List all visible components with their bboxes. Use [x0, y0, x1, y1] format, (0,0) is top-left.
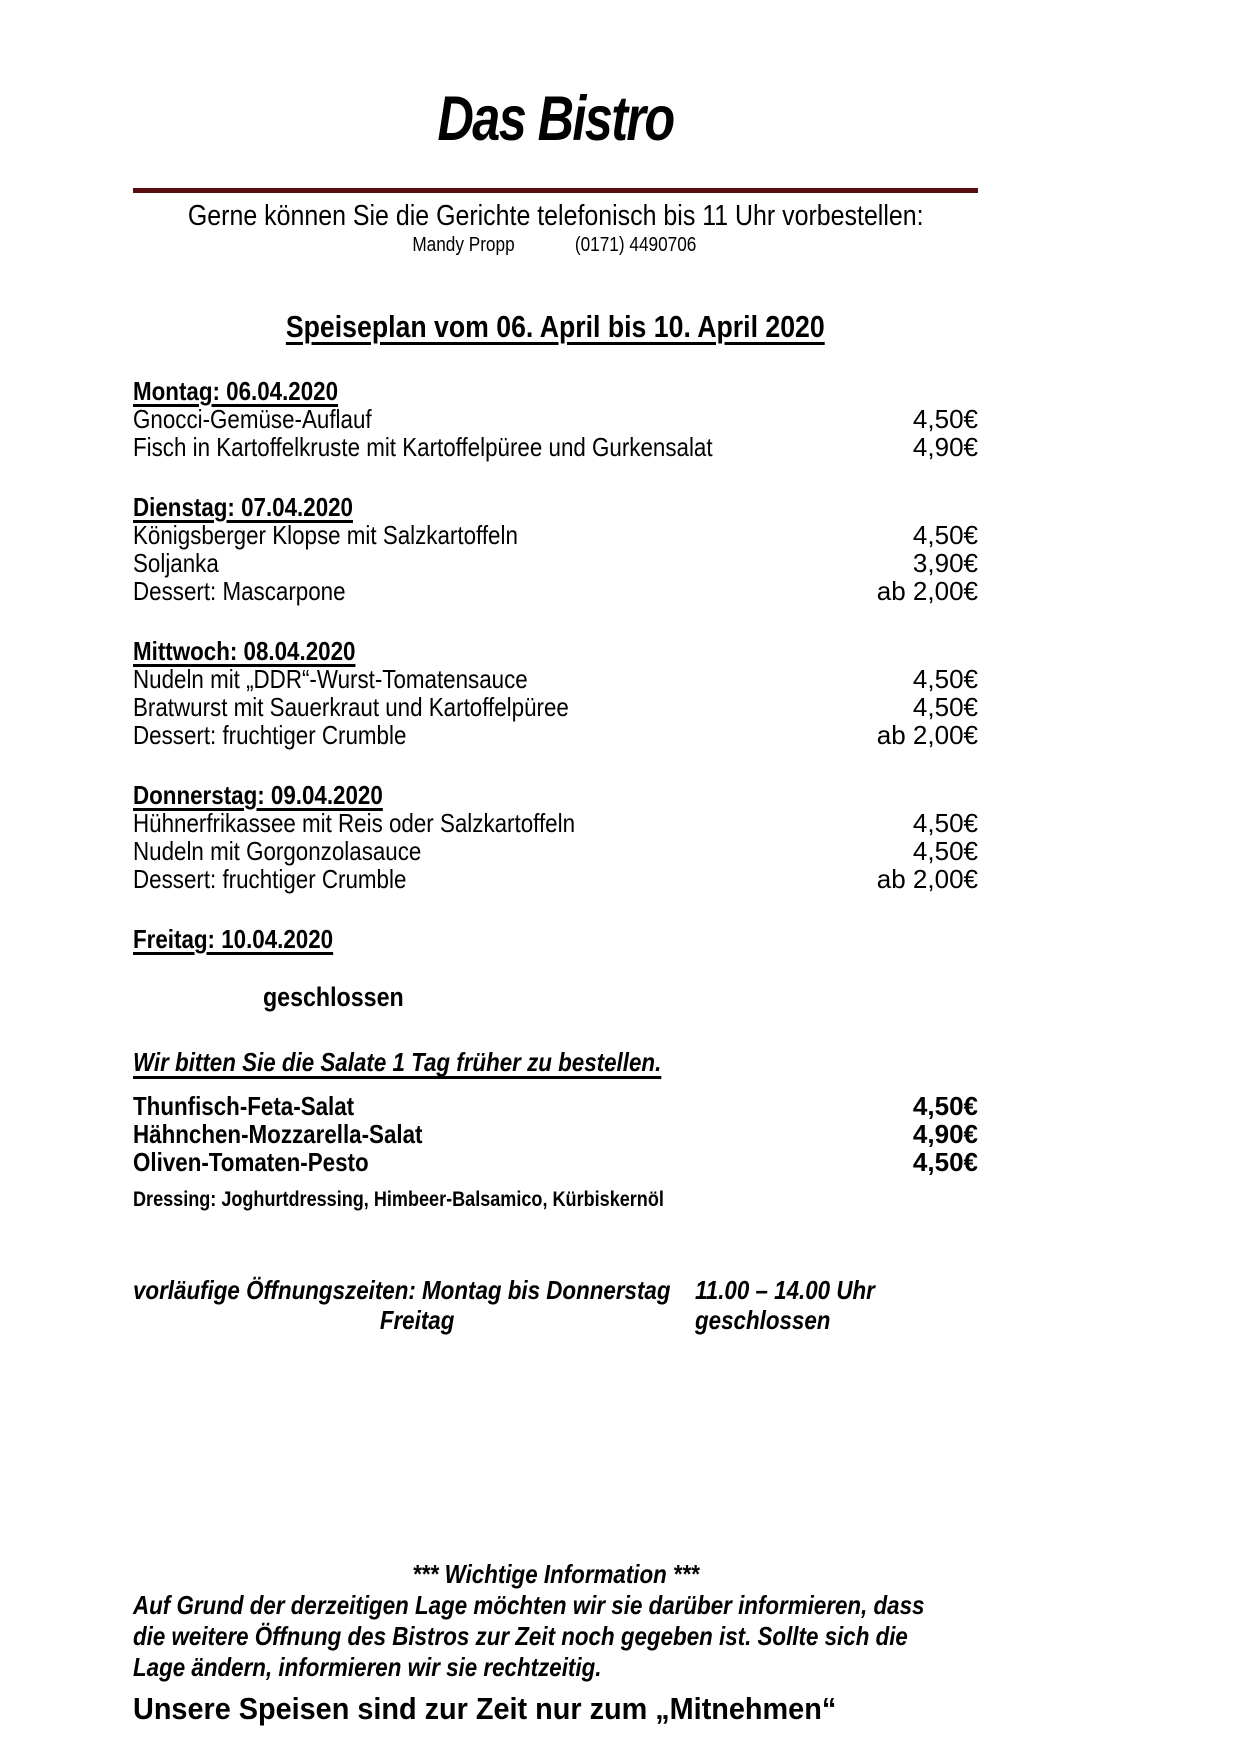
- important-body-line: [133, 1590, 978, 1621]
- salad-list: [133, 1092, 978, 1176]
- salad-name: Oliven-Tomaten-Pesto: [133, 1147, 369, 1177]
- opening-hours-time: [695, 1275, 904, 1305]
- item-name: Bratwurst mit Sauerkraut und Kartoffelpüree: [133, 692, 569, 722]
- item-price: 4,50€: [912, 664, 978, 694]
- day-header-label: Freitag: 10.04.2020: [133, 924, 334, 954]
- important-body-line-text: Auf Grund der derzeitigen Lage möchten wir sie darüber informieren, dass: [133, 1590, 925, 1620]
- item-name: Dessert: fruchtiger Crumble: [133, 864, 407, 894]
- contact-name: Mandy Propp: [412, 234, 516, 256]
- day-header: [133, 781, 978, 809]
- opening-hours-row: [133, 1305, 978, 1335]
- opening-hours: [133, 1275, 978, 1335]
- dressing-note: [133, 1188, 978, 1212]
- day-header-label: Donnerstag: 09.04.2020: [133, 780, 383, 810]
- opening-hours-days: Freitag: [379, 1305, 455, 1335]
- day-header-label: Montag: 06.04.2020: [133, 376, 339, 406]
- item-price: 4,90€: [912, 432, 978, 462]
- item-name: Nudeln mit „DDR“-Wurst-Tomatensauce: [133, 664, 528, 694]
- item-price: 4,50€: [912, 692, 978, 722]
- salad-price: 4,50€: [912, 1147, 978, 1177]
- menu-item-row: [133, 577, 978, 605]
- salad-row: [133, 1120, 978, 1148]
- day-header: [133, 377, 978, 405]
- item-price: 4,50€: [912, 520, 978, 550]
- dressing-note-text: Dressing: Joghurtdressing, Himbeer-Balsamico, Kürbiskernöl: [133, 1188, 664, 1211]
- item-name: Dessert: Mascarpone: [133, 576, 346, 606]
- opening-hours-label: vorläufige Öffnungszeiten:: [133, 1275, 416, 1305]
- important-body-line: [133, 1621, 978, 1652]
- salad-order-notice-text: Wir bitten Sie die Salate 1 Tag früher zu bestellen.: [133, 1047, 662, 1077]
- day-header-label: Dienstag: 07.04.2020: [133, 492, 353, 522]
- restaurant-title: Das Bistro: [437, 84, 674, 154]
- menu-item-row: [133, 405, 978, 433]
- important-body-line-text: die weitere Öffnung des Bistros zur Zeit noch gegeben ist. Sollte sich die: [133, 1621, 908, 1651]
- day-header-label: Mittwoch: 08.04.2020: [133, 636, 356, 666]
- menu-item-row: [133, 521, 978, 549]
- day-section-mittwoch: [133, 637, 978, 749]
- item-name: Nudeln mit Gorgonzolasauce: [133, 836, 422, 866]
- item-name: Gnocci-Gemüse-Auflauf: [133, 404, 372, 434]
- day-section-montag: [133, 377, 978, 461]
- important-heading-row: [133, 1560, 978, 1588]
- item-name: Königsberger Klopse mit Salzkartoffeln: [133, 520, 518, 550]
- item-name: Fisch in Kartoffelkruste mit Kartoffelpüree und Gurkensalat: [133, 432, 713, 462]
- day-section-dienstag: [133, 493, 978, 605]
- salad-row: [133, 1092, 978, 1120]
- preorder-note: Gerne können Sie die Gerichte telefonisch bis 11 Uhr vorbestellen:: [187, 200, 924, 232]
- friday-closed-note: [263, 983, 978, 1011]
- opening-hours-time-text: 11.00 – 14.00 Uhr: [695, 1275, 875, 1305]
- menu-item-row: [133, 665, 978, 693]
- item-price: 4,50€: [912, 808, 978, 838]
- item-name: Dessert: fruchtiger Crumble: [133, 720, 407, 750]
- day-section-donnerstag: [133, 781, 978, 893]
- takeaway-notice-text: Unsere Speisen sind zur Zeit nur zum „Mitnehmen“: [133, 1691, 837, 1726]
- takeaway-notice: [133, 1691, 978, 1727]
- day-header: [133, 493, 978, 521]
- plan-heading-row: [133, 309, 978, 345]
- header: [133, 86, 978, 152]
- item-price: ab 2,00€: [876, 864, 978, 894]
- item-name: Soljanka: [133, 548, 219, 578]
- item-price: 4,50€: [912, 404, 978, 434]
- salad-order-notice: [133, 1048, 978, 1076]
- contact-phone: (0171) 4490706: [575, 234, 697, 256]
- preorder-note-row: [133, 201, 978, 231]
- salad-name: Thunfisch-Feta-Salat: [133, 1091, 355, 1121]
- important-body-line-text: Lage ändern, informieren wir sie rechtzeitig.: [133, 1652, 602, 1682]
- plan-heading: Speiseplan vom 06. April bis 10. April 2020: [286, 309, 825, 344]
- item-name: Hühnerfrikassee mit Reis oder Salzkartoffeln: [133, 808, 576, 838]
- menu-item-row: [133, 809, 978, 837]
- menu-item-row: [133, 433, 978, 461]
- item-price: ab 2,00€: [876, 720, 978, 750]
- item-price: 4,50€: [912, 836, 978, 866]
- day-header: [133, 637, 978, 665]
- menu-item-row: [133, 721, 978, 749]
- opening-hours-time: [695, 1305, 853, 1335]
- opening-hours-days: Montag bis Donnerstag: [422, 1275, 671, 1305]
- important-body: [133, 1590, 978, 1683]
- day-header: [133, 925, 978, 953]
- friday-closed-note-text: geschlossen: [263, 982, 404, 1012]
- important-heading: *** Wichtige Information ***: [412, 1559, 699, 1589]
- opening-hours-row: [133, 1275, 978, 1305]
- item-price: 3,90€: [912, 548, 978, 578]
- day-section-freitag: [133, 925, 978, 953]
- menu-item-row: [133, 693, 978, 721]
- salad-price: 4,50€: [912, 1091, 978, 1121]
- contact-row: [133, 233, 978, 257]
- salad-price: 4,90€: [912, 1119, 978, 1149]
- menu-item-row: [133, 865, 978, 893]
- item-price: ab 2,00€: [876, 576, 978, 606]
- opening-hours-time-text: geschlossen: [695, 1305, 831, 1335]
- salad-row: [133, 1148, 978, 1176]
- menu-item-row: [133, 549, 978, 577]
- salad-name: Hähnchen-Mozzarella-Salat: [133, 1119, 423, 1149]
- important-body-line: [133, 1652, 978, 1683]
- opening-hours-left: [133, 1275, 671, 1305]
- menu-item-row: [133, 837, 978, 865]
- title-divider-rule: [133, 188, 978, 193]
